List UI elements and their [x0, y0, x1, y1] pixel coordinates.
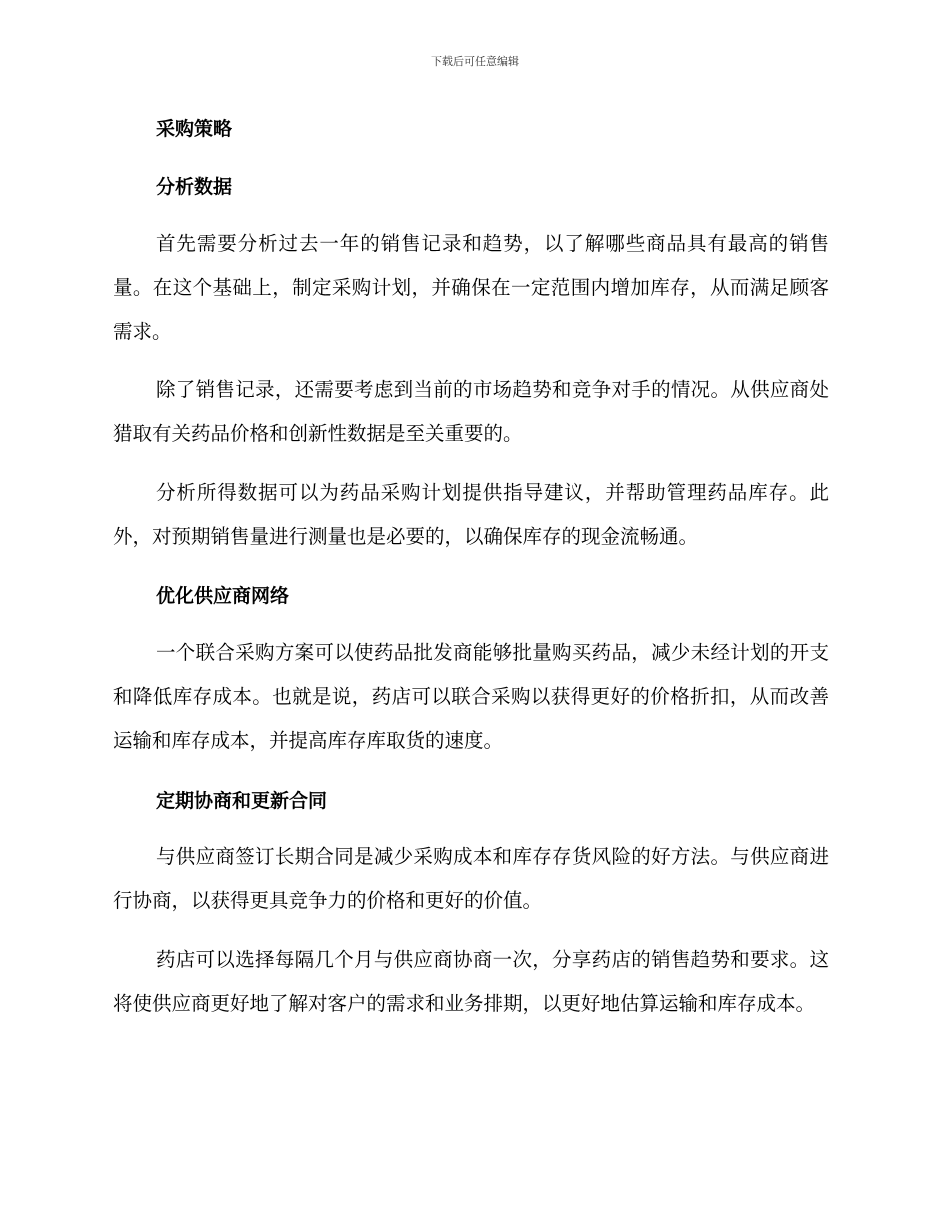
section-heading-supplier-network: 优化供应商网络	[156, 585, 290, 607]
paragraph-analysis-1: 首先需要分析过去一年的销售记录和趋势，以了解哪些商品具有最高的销售量。在这个基础上，制定采购计划，并确保在一定范围内增加库存，从而满足顾客需求。	[113, 232, 829, 343]
paragraph-analysis-3: 分析所得数据可以为药品采购计划提供指导建议，并帮助管理药品库存。此外，对预期销售量进行测量也是必要的，以确保库存的现金流畅通。	[113, 481, 829, 548]
section-heading-contracts: 定期协商和更新合同	[156, 790, 328, 812]
paragraph-supplier-network-1: 一个联合采购方案可以使药品批发商能够批量购买药品，减少未经计划的开支和降低库存成本。也就是说，药店可以联合采购以获得更好的价格折扣，从而改善运输和库存成本，并提高库存库取货的速度。	[113, 641, 829, 752]
paragraph-contracts-2: 药店可以选择每隔几个月与供应商协商一次，分享药店的销售趋势和要求。这将使供应商更好地了解对客户的需求和业务排期，以更好地估算运输和库存成本。	[113, 948, 829, 1015]
page-header-note: 下载后可任意编辑	[431, 55, 519, 68]
section-heading-analysis: 分析数据	[156, 176, 233, 198]
document-title: 采购策略	[156, 118, 233, 140]
paragraph-contracts-1: 与供应商签订长期合同是减少采购成本和库存存货风险的好方法。与供应商进行协商，以获得更具竞争力的价格和更好的价值。	[113, 845, 829, 912]
paragraph-analysis-2: 除了销售记录，还需要考虑到当前的市场趋势和竞争对手的情况。从供应商处猎取有关药品价格和创新性数据是至关重要的。	[113, 378, 829, 445]
